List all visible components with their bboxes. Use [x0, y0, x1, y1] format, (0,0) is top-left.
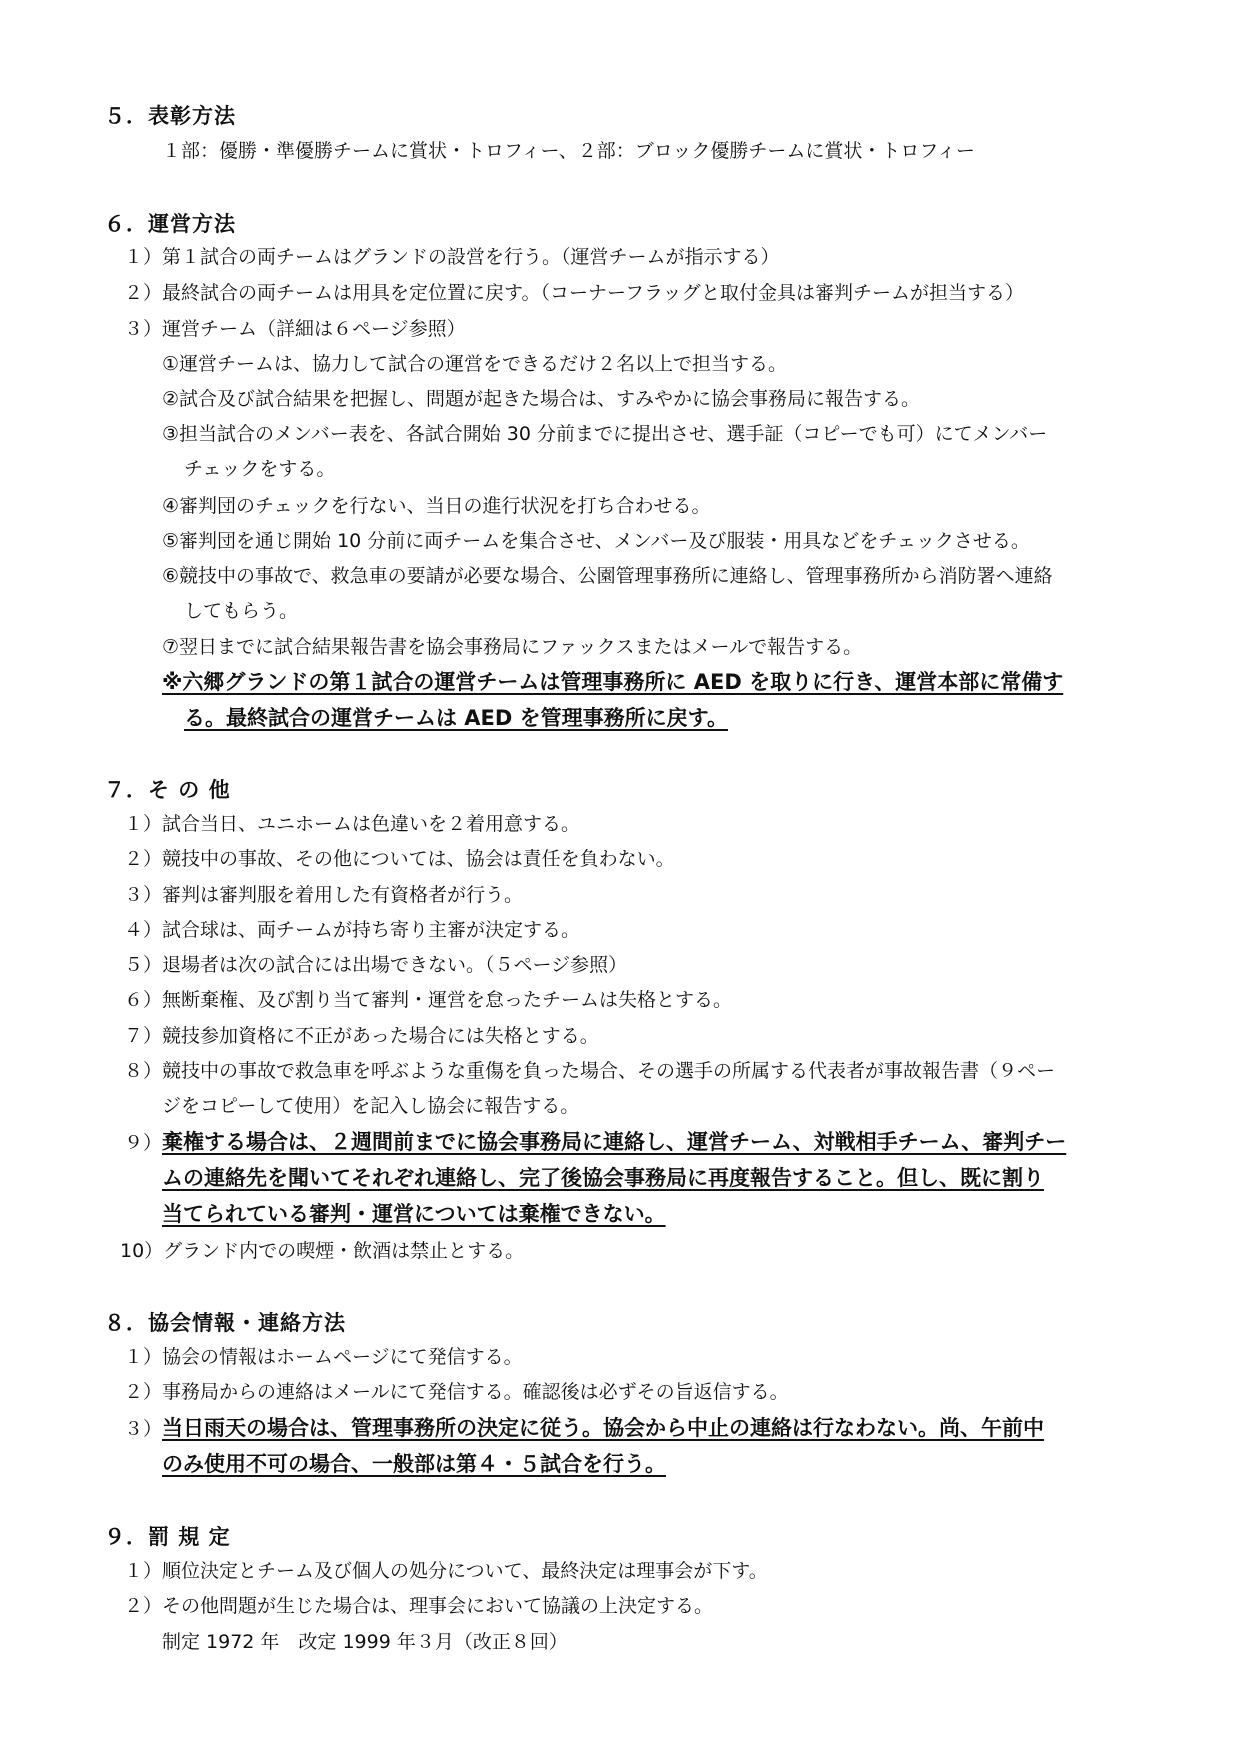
section-6-subitem: ②試合及び試合結果を把握し、問題が起きた場合は、すみやかに協会事務局に報告する。 [162, 388, 921, 410]
section-5-line: １部：優勝・準優勝チームに賞状・トロフィー、２部：ブロック優勝チームに賞状・トロフィー [162, 140, 975, 162]
section-8-notice-cont: のみ使用不可の場合、一般部は第４・５試合を行う。 [162, 1452, 666, 1476]
section-6-item: ２）最終試合の両チームは用具を定位置に戻す。（コーナーフラッグと取付金具は審判チームが担当する） [124, 282, 1025, 304]
section-6-item: ３）運営チーム（詳細は６ページ参照） [124, 318, 466, 340]
section-7-item-number: ９） [124, 1132, 163, 1154]
section-8-item: １）協会の情報はホームページにて発信する。 [124, 1346, 523, 1368]
section-6-item: １）第１試合の両チームはグランドの設営を行う。（運営チームが指示する） [124, 246, 780, 268]
section-7-item: １）試合当日、ユニホームは色違いを２着用意する。 [124, 813, 581, 835]
section-6-subitem: ⑦翌日までに試合結果報告書を協会事務局にファックスまたはメールで報告する。 [162, 636, 863, 658]
section-7-heading: ７．そ の 他 [104, 778, 231, 802]
section-7-item: ４）試合球は、両チームが持ち寄り主審が決定する。 [124, 919, 581, 941]
section-6-subitem: ④審判団のチェックを行ない、当日の進行状況を打ち合わせる。 [162, 495, 711, 517]
section-8-notice: 当日雨天の場合は、管理事務所の決定に従う。協会から中止の連絡は行なわない。尚、午前中 [162, 1416, 1044, 1440]
section-7-item: ７）競技参加資格に不正があった場合には失格とする。 [124, 1025, 599, 1047]
section-7-item: ３）審判は審判服を着用した有資格者が行う。 [124, 884, 524, 906]
section-6-subitem-cont: チェックをする。 [184, 458, 336, 480]
section-7-item: 10）グランド内での喫煙・飲酒は禁止とする。 [120, 1240, 525, 1262]
section-7-notice: 棄権する場合は、２週間前までに協会事務局に連絡し、運営チーム、対戦相手チーム、審判チー [162, 1130, 1067, 1154]
section-7-item: ６）無断棄権、及び割り当て審判・運営を怠ったチームは失格とする。 [124, 989, 733, 1011]
section-8-heading: ８．協会情報・連絡方法 [104, 1311, 346, 1335]
section-6-notice-cont: る。最終試合の運営チームは AED を管理事務所に戻す。 [184, 706, 728, 730]
section-5-heading: ５．表彰方法 [104, 104, 236, 128]
section-6-heading: ６．運営方法 [104, 212, 236, 236]
section-6-subitem: ③担当試合のメンバー表を、各試合開始 30 分前までに提出させ、選手証（コピーでも可）にてメンバー [162, 423, 1048, 445]
section-8-item: ２）事務局からの連絡はメールにて発信する。確認後は必ずその旨返信する。 [124, 1381, 789, 1403]
section-7-item: ２）競技中の事故、その他については、協会は責任を負わない。 [124, 848, 675, 870]
section-6-subitem: ⑤審判団を通じ開始 10 分前に両チームを集合させ、メンバー及び服装・用具などをチェックさせる。 [162, 530, 1030, 552]
enactment-note: 制定 1972 年 改定 1999 年３月（改正８回） [162, 1631, 568, 1653]
section-6-subitem-cont: してもらう。 [184, 600, 299, 622]
section-7-notice-cont: ムの連絡先を聞いてそれぞれ連絡し、完了後協会事務局に再度報告すること。但し、既に割り [162, 1166, 1044, 1190]
section-8-item-number: ３） [124, 1418, 163, 1440]
section-7-notice-cont: 当てられている審判・運営については棄権できない。 [162, 1202, 666, 1226]
section-6-subitem: ①運営チームは、協力して試合の運営をできるだけ２名以上で担当する。 [162, 353, 788, 375]
section-9-item: ２）その他問題が生じた場合は、理事会において協議の上決定する。 [124, 1595, 714, 1617]
section-9-item: １）順位決定とチーム及び個人の処分について、最終決定は理事会が下す。 [124, 1560, 768, 1582]
section-7-item-cont: ジをコピーして使用）を記入し協会に報告する。 [162, 1095, 580, 1117]
section-6-subitem: ⑥競技中の事故で、救急車の要請が必要な場合、公園管理事務所に連絡し、管理事務所から消防署へ連絡 [162, 565, 1053, 587]
section-7-item: ５）退場者は次の試合には出場できない。（５ページ参照） [124, 954, 628, 976]
section-7-item: ８）競技中の事故で救急車を呼ぶような重傷を負った場合、その選手の所属する代表者が事故報告書（９ペー [124, 1060, 1056, 1082]
section-6-notice: ※六郷グランドの第１試合の運営チームは管理事務所に AED を取りに行き、運営本部に常備す [162, 670, 1064, 694]
section-9-heading: ９．罰 規 定 [104, 1525, 231, 1549]
